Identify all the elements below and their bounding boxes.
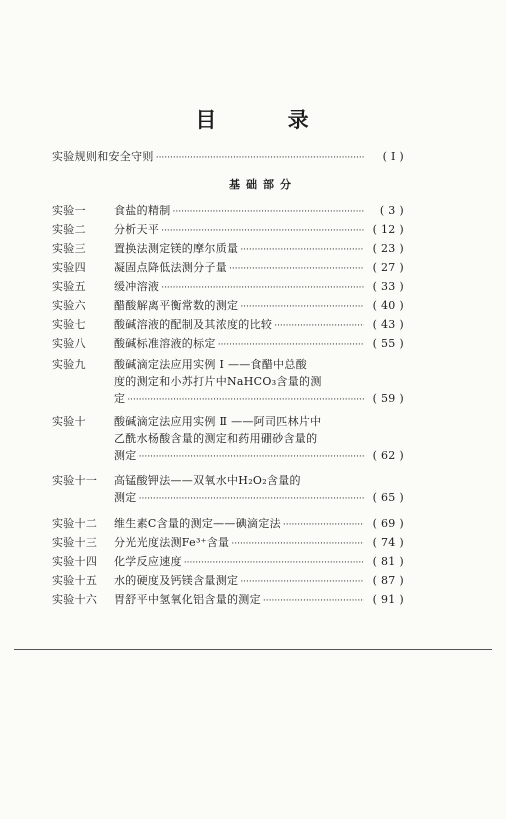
entry-title: 醋酸解离平衡常数的测定 [114, 299, 239, 312]
toc-entry-exp9[interactable] [52, 356, 404, 409]
leader-dots [139, 449, 364, 466]
entry-number: 实验三 [52, 242, 86, 255]
entry-page: ( 12 ) [372, 223, 404, 236]
toc-entry[interactable] [52, 278, 404, 297]
toc-entry[interactable] [52, 240, 404, 259]
entry-title: 酸碱标准溶液的标定 [114, 337, 216, 350]
entry-number: 实验十六 [52, 593, 98, 606]
entry-page: ( 33 ) [372, 280, 404, 293]
leader-dots [283, 517, 364, 534]
toc-entry-intro[interactable] [52, 148, 404, 167]
entry-number: 实验十一 [52, 474, 98, 487]
leader-dots [263, 593, 364, 610]
leader-dots [161, 223, 364, 240]
entry-title: 胃舒平中氢氧化铝含量的测定 [114, 593, 261, 606]
toc-entry[interactable] [52, 591, 404, 610]
entry-page: ( 59 ) [372, 392, 404, 405]
toc-entry[interactable] [52, 259, 404, 278]
section-title: 基础部分 [229, 178, 297, 191]
entry-title: 缓冲溶液 [114, 280, 160, 293]
toc-entry-exp10[interactable] [52, 413, 404, 466]
leader-dots [229, 261, 364, 278]
toc-entry[interactable] [52, 553, 404, 572]
leader-dots [161, 280, 364, 297]
entry-page: ( 81 ) [372, 555, 404, 568]
entry-title-line1: 高锰酸钾法——双氧水中H₂O₂含量的 [114, 474, 301, 487]
entry-page: ( 91 ) [372, 593, 404, 606]
entry-number: 实验一 [52, 204, 86, 217]
entry-number: 实验九 [52, 358, 86, 371]
leader-dots [184, 555, 364, 572]
leader-dots [274, 318, 364, 335]
entry-title-line2: 度的测定和小苏打片中NaHCO₃含量的测 [114, 375, 322, 388]
entry-title: 分光光度法测Fe³⁺含量 [114, 536, 230, 549]
leader-dots [127, 392, 364, 409]
leader-dots [240, 299, 364, 316]
entry-page: ( 69 ) [372, 517, 404, 530]
page-divider [14, 649, 492, 650]
entry-number: 实验七 [52, 318, 86, 331]
leader-dots [218, 337, 364, 354]
toc-entry-exp11[interactable] [52, 472, 404, 508]
entry-number: 实验十二 [52, 517, 98, 530]
toc-entry[interactable] [52, 515, 404, 534]
entry-number: 实验十五 [52, 574, 98, 587]
entry-number: 实验十四 [52, 555, 98, 568]
entry-page: ( 87 ) [372, 574, 404, 587]
entry-title-line1: 酸碱滴定法应用实例 Ⅰ ——食醋中总酸 [114, 358, 308, 371]
entry-title: 置换法测定镁的摩尔质量 [114, 242, 239, 255]
entry-number: 实验六 [52, 299, 86, 312]
entry-title: 食盐的精制 [114, 204, 171, 217]
entry-number: 实验十 [52, 415, 86, 428]
toc-entry[interactable] [52, 316, 404, 335]
entry-page: ( 74 ) [372, 536, 404, 549]
toc-entry[interactable] [52, 221, 404, 240]
entry-title-line1: 酸碱滴定法应用实例 Ⅱ ——阿司匹林片中 [114, 415, 322, 428]
entry-title: 水的硬度及钙镁含量测定 [114, 574, 239, 587]
entry-title: 酸碱溶液的配制及其浓度的比较 [114, 318, 273, 331]
entry-title-line3: 测定 [114, 449, 137, 462]
toc-entry[interactable] [52, 202, 404, 221]
entry-page: ( 65 ) [372, 491, 404, 504]
entry-number: 实验十三 [52, 536, 98, 549]
entry-page: ( 62 ) [372, 449, 404, 462]
entry-title-line2: 测定 [114, 491, 137, 504]
entry-number: 实验二 [52, 223, 86, 236]
leader-dots [173, 204, 365, 221]
entry-title: 分析天平 [114, 223, 160, 236]
leader-dots [156, 150, 364, 167]
leader-dots [240, 574, 364, 591]
toc-entry[interactable] [52, 297, 404, 316]
entry-page: ( 27 ) [372, 261, 404, 274]
toc-entry[interactable] [52, 335, 404, 354]
toc-entry[interactable] [52, 534, 404, 553]
entry-page: ( Ⅰ ) [382, 150, 404, 163]
entry-number: 实验五 [52, 280, 86, 293]
entry-number: 实验八 [52, 337, 86, 350]
entry-title-line2: 乙酰水杨酸含量的测定和药用硼砂含量的 [114, 432, 318, 445]
page-title: 目 录 [195, 107, 341, 132]
entry-number: 实验四 [52, 261, 86, 274]
entry-page: ( 40 ) [372, 299, 404, 312]
toc-entry[interactable] [52, 572, 404, 591]
entry-title-line3: 定 [114, 392, 126, 405]
entry-page: ( 23 ) [372, 242, 404, 255]
entry-title: 凝固点降低法测分子量 [114, 261, 227, 274]
leader-dots [139, 491, 364, 508]
entry-title: 维生素C含量的测定——碘滴定法 [114, 517, 281, 530]
entry-page: ( 3 ) [379, 204, 404, 217]
leader-dots [231, 536, 364, 553]
leader-dots [240, 242, 364, 259]
entry-page: ( 43 ) [372, 318, 404, 331]
entry-title: 化学反应速度 [114, 555, 182, 568]
entry-title: 实验规则和安全守则 [52, 150, 154, 163]
entry-page: ( 55 ) [372, 337, 404, 350]
